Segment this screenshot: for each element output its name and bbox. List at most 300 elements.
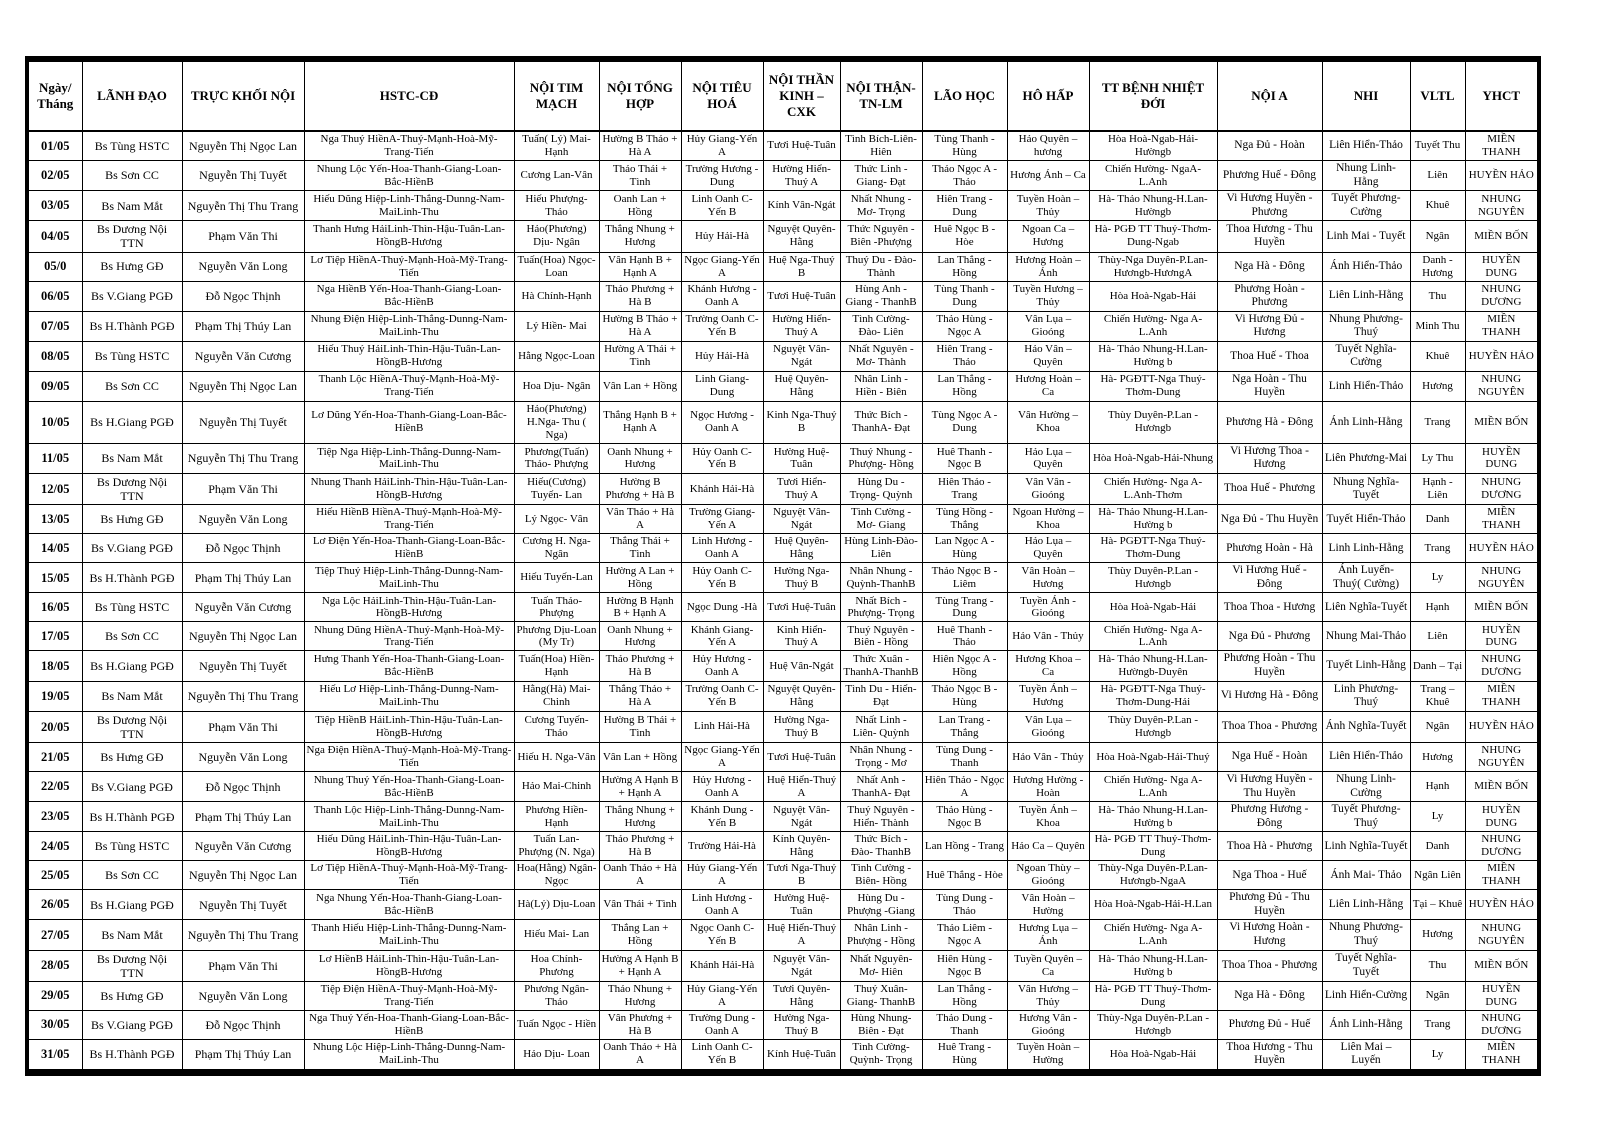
table-cell: Hảo Mai-Chinh bbox=[514, 772, 599, 802]
date-cell: 28/05 bbox=[27, 950, 82, 981]
date-cell: 11/05 bbox=[27, 443, 82, 473]
table-cell: Thùy Duyên-P.Lan - Hươngb bbox=[1089, 563, 1217, 593]
table-cell: Thảo Ngọc B - Liêm bbox=[922, 563, 1007, 593]
table-cell: Hường B Thái + Tình bbox=[599, 711, 681, 742]
table-cell: Nhung Linh-Hằng bbox=[1322, 160, 1410, 190]
table-cell: MIỀN BỐN bbox=[1465, 950, 1539, 981]
table-cell: Cương Lan-Vân bbox=[514, 160, 599, 190]
table-cell: Hủy Oanh C-Yến B bbox=[681, 443, 763, 473]
table-cell: Tuyền Ánh – Hương bbox=[1007, 681, 1089, 711]
table-cell: Ánh Nghĩa-Tuyết bbox=[1322, 711, 1410, 742]
table-cell: Hiếu HiềnB HiềnA-Thuý-Mạnh-Hoà-Mỹ-Trang-Tiến bbox=[304, 505, 514, 534]
table-cell: Nguyễn Thị Tuyết bbox=[182, 402, 304, 444]
date-cell: 06/05 bbox=[27, 281, 82, 311]
table-cell: Huê Thanh - Ngọc B bbox=[922, 443, 1007, 473]
table-cell: Linh Nghĩa-Tuyết bbox=[1322, 832, 1410, 861]
table-cell: Danh bbox=[1410, 505, 1465, 534]
table-cell: Tại – Khuê bbox=[1410, 890, 1465, 920]
table-cell: Khánh Hải-Hà bbox=[681, 950, 763, 981]
table-cell: Nga HiềnB Yến-Hoa-Thanh-Giang-Loan-Bắc-HiềnB bbox=[304, 281, 514, 311]
table-cell: Thoa Hà - Phương bbox=[1217, 832, 1322, 861]
column-header: HÔ HẤP bbox=[1007, 59, 1089, 131]
table-cell: Tuyền Ánh - Gioóng bbox=[1007, 593, 1089, 622]
column-header: TRỰC KHỐI NỘI bbox=[182, 59, 304, 131]
table-cell: Tươi Huệ-Tuân bbox=[763, 131, 840, 160]
table-cell: Hùng Nhung-Biên - Đạt bbox=[840, 1010, 922, 1039]
table-cell: Hương Vân - Gioóng bbox=[1007, 1010, 1089, 1039]
table-cell: Hòa Hoà-Ngab-Hải-Nhung bbox=[1089, 443, 1217, 473]
table-cell: Hảo Dịu- Loan bbox=[514, 1039, 599, 1072]
table-cell: Huê Thắng - Hòe bbox=[922, 861, 1007, 890]
table-cell: Oanh Nhung + Hương bbox=[599, 443, 681, 473]
table-cell: Liên Mai – Luyến bbox=[1322, 1039, 1410, 1072]
table-cell: Ngân bbox=[1410, 711, 1465, 742]
table-cell: NHUNG NGUYÊN bbox=[1465, 563, 1539, 593]
table-cell: Hiên Trang - Dung bbox=[922, 191, 1007, 221]
table-cell: Bs V.Giang PGĐ bbox=[82, 281, 182, 311]
column-header: NHI bbox=[1322, 59, 1410, 131]
table-cell: Thanh Lộc HiềnA-Thuý-Mạnh-Hoà-Mỹ-Trang-Tiến bbox=[304, 371, 514, 401]
table-cell: Tình Cường - Mơ- Giang bbox=[840, 505, 922, 534]
table-cell: Hòa Hoà-Ngab-Hải bbox=[1089, 281, 1217, 311]
table-cell: Ngọc Giang-Yến A bbox=[681, 743, 763, 772]
table-cell: Bs Hưng GĐ bbox=[82, 981, 182, 1010]
table-cell: Bs H.Thành PGĐ bbox=[82, 311, 182, 341]
table-cell: Ánh Linh-Hằng bbox=[1322, 1010, 1410, 1039]
table-cell: Lơ Điện Yến-Hoa-Thanh-Giang-Loan-Bắc-HiềnB bbox=[304, 534, 514, 563]
table-cell: Tuyết Linh-Hằng bbox=[1322, 651, 1410, 681]
table-cell: Nhung Điện Hiệp-Linh-Thắng-Dunng-Nam-MaiLinh-Thu bbox=[304, 311, 514, 341]
table-cell: MIỀN BỐN bbox=[1465, 593, 1539, 622]
column-header: VLTL bbox=[1410, 59, 1465, 131]
table-cell: Hà- PGĐTT-Nga Thuý-Thơm-Dung-Hải bbox=[1089, 681, 1217, 711]
table-cell: Khánh Hải-Hà bbox=[681, 474, 763, 505]
table-cell: Nga Đủ - Hoàn bbox=[1217, 131, 1322, 160]
table-cell: Linh Linh-Hằng bbox=[1322, 534, 1410, 563]
table-row bbox=[27, 341, 1539, 371]
table-cell: Hảo Lụa – Quyên bbox=[1007, 534, 1089, 563]
date-cell: 31/05 bbox=[27, 1039, 82, 1072]
table-cell: Lan Hồng - Trang bbox=[922, 832, 1007, 861]
table-cell: Phạm Văn Thi bbox=[182, 950, 304, 981]
table-cell: Vi Hương Huế - Đông bbox=[1217, 563, 1322, 593]
table-cell: Hà- PGĐ TT Thuý-Thơm-Dung bbox=[1089, 981, 1217, 1010]
table-cell: Khuê bbox=[1410, 191, 1465, 221]
table-cell: Ly bbox=[1410, 802, 1465, 832]
table-cell: Nhất Nhung - Mơ- Trọng bbox=[840, 191, 922, 221]
table-cell: Hảo Quyên – hương bbox=[1007, 131, 1089, 160]
table-cell: Hường B Thảo + Hà A bbox=[599, 131, 681, 160]
date-cell: 09/05 bbox=[27, 371, 82, 401]
table-cell: Thùy-Nga Duyên-P.Lan - Hươngb bbox=[1089, 1010, 1217, 1039]
table-cell: Nhân Nhung - Quỳnh-ThanhB bbox=[840, 563, 922, 593]
table-cell: Vân Hương – Thủy bbox=[1007, 981, 1089, 1010]
table-cell: Vi Hương Hà - Đông bbox=[1217, 681, 1322, 711]
table-cell: Tùng Trang - Dung bbox=[922, 593, 1007, 622]
table-cell: Danh – Tại bbox=[1410, 651, 1465, 681]
table-cell: Tuyết Phương-Cường bbox=[1322, 191, 1410, 221]
table-cell: Ngoan Hường – Khoa bbox=[1007, 505, 1089, 534]
table-cell: NHUNG DƯƠNG bbox=[1465, 474, 1539, 505]
table-cell: Vân Hoàn – Hương bbox=[1007, 563, 1089, 593]
table-cell: Hà- Thảo Nhung-H.Lan-Hường b bbox=[1089, 802, 1217, 832]
table-cell: MIỀN THANH bbox=[1465, 681, 1539, 711]
date-cell: 18/05 bbox=[27, 651, 82, 681]
table-cell: Trường Hải-Hà bbox=[681, 832, 763, 861]
table-cell: Huệ Hiển-Thuý A bbox=[763, 920, 840, 950]
table-cell: Huê Ngọc B - Hòe bbox=[922, 221, 1007, 252]
table-cell: Nguyễn Thị Ngọc Lan bbox=[182, 371, 304, 401]
table-cell: Hường A Thái + Tình bbox=[599, 341, 681, 371]
date-cell: 20/05 bbox=[27, 711, 82, 742]
table-cell: HUYỀN HẢO bbox=[1465, 711, 1539, 742]
table-cell: Hùng Du - Trọng- Quỳnh bbox=[840, 474, 922, 505]
table-cell: Hủy Hương - Oanh A bbox=[681, 772, 763, 802]
table-cell: Bs H.Thành PGĐ bbox=[82, 1039, 182, 1072]
table-cell: Hương bbox=[1410, 371, 1465, 401]
table-cell: Tùng Hồng - Thắng bbox=[922, 505, 1007, 534]
table-cell: Tùng Dung - Thanh bbox=[922, 743, 1007, 772]
table-cell: Hà Chính-Hạnh bbox=[514, 281, 599, 311]
table-cell: Nhất Linh - Liên- Quỳnh bbox=[840, 711, 922, 742]
table-cell: Phương Ngân-Thảo bbox=[514, 981, 599, 1010]
table-cell: Phạm Thị Thúy Lan bbox=[182, 802, 304, 832]
table-cell: Nhung Dũng HiềnA-Thuý-Mạnh-Hoà-Mỹ-Trang-Tiến bbox=[304, 622, 514, 651]
table-cell: Hùng Anh - Giang - ThanhB bbox=[840, 281, 922, 311]
table-cell: Thắng Lan + Hồng bbox=[599, 920, 681, 950]
table-cell: Bs V.Giang PGĐ bbox=[82, 1010, 182, 1039]
table-cell: Tình Cường-Quỳnh- Trọng bbox=[840, 1039, 922, 1072]
table-row bbox=[27, 651, 1539, 681]
table-cell: Hòa Hoà-Ngab-Hải-Hườngb bbox=[1089, 131, 1217, 160]
table-cell: Tiệp Nga Hiệp-Linh-Thắng-Dunng-Nam-MaiLinh-Thu bbox=[304, 443, 514, 473]
table-cell: Vi Hương Thoa - Hương bbox=[1217, 443, 1322, 473]
table-cell: Hương Hoàn – Ca bbox=[1007, 371, 1089, 401]
table-cell: Minh Thu bbox=[1410, 311, 1465, 341]
table-cell: Nguyễn Thị Thu Trang bbox=[182, 443, 304, 473]
table-cell: Kinh Nga-Thuý B bbox=[763, 402, 840, 444]
table-cell: Nguyễn Thị Ngọc Lan bbox=[182, 861, 304, 890]
table-cell: Hương Hường - Hoàn bbox=[1007, 772, 1089, 802]
table-cell: Vân Vân - Gioóng bbox=[1007, 474, 1089, 505]
table-row bbox=[27, 622, 1539, 651]
table-cell: Bs H.Giang PGĐ bbox=[82, 890, 182, 920]
table-cell: Liên bbox=[1410, 160, 1465, 190]
table-cell: Tuấn(Hoa) Ngọc- Loan bbox=[514, 252, 599, 281]
table-cell: Tuyền Quyên – Ca bbox=[1007, 950, 1089, 981]
table-cell: Huê Thanh - Thảo bbox=[922, 622, 1007, 651]
date-cell: 03/05 bbox=[27, 191, 82, 221]
table-cell: Phương Hoàn - Phương bbox=[1217, 281, 1322, 311]
table-cell: NHUNG DƯƠNG bbox=[1465, 281, 1539, 311]
table-cell: Hạnh bbox=[1410, 772, 1465, 802]
table-cell: Ngọc Hương - Oanh A bbox=[681, 402, 763, 444]
table-cell: Kinh Hiển-Thuý A bbox=[763, 622, 840, 651]
table-cell: Thảo Ngọc B - Hùng bbox=[922, 681, 1007, 711]
table-cell: Hòa Hoà-Ngab-Hải bbox=[1089, 593, 1217, 622]
table-cell: Bs Tùng HSTC bbox=[82, 832, 182, 861]
table-cell: Ánh Hiển-Thảo bbox=[1322, 252, 1410, 281]
table-cell: Bs Hưng GĐ bbox=[82, 252, 182, 281]
table-cell: Nguyễn Văn Long bbox=[182, 252, 304, 281]
table-cell: Ngọc Dung -Hà bbox=[681, 593, 763, 622]
date-cell: 16/05 bbox=[27, 593, 82, 622]
table-cell: Lan Thắng - Hồng bbox=[922, 981, 1007, 1010]
table-cell: Nhất Bích - Phượng- Trọng bbox=[840, 593, 922, 622]
table-cell: Trường Hương - Dung bbox=[681, 160, 763, 190]
table-cell: Tươi Huệ-Tuân bbox=[763, 281, 840, 311]
table-cell: Hà- Thảo Nhung-H.Lan-Hường b bbox=[1089, 341, 1217, 371]
table-cell: MIỀN THANH bbox=[1465, 131, 1539, 160]
table-row bbox=[27, 772, 1539, 802]
table-cell: Huệ Quyên-Hằng bbox=[763, 371, 840, 401]
column-header: HSTC-CĐ bbox=[304, 59, 514, 131]
table-cell: Trường Oanh C-Yến B bbox=[681, 311, 763, 341]
table-cell: Bs Tùng HSTC bbox=[82, 131, 182, 160]
table-cell: Thuý Xuân- Giang- ThanhB bbox=[840, 981, 922, 1010]
table-cell: Tùng Thanh - Dung bbox=[922, 281, 1007, 311]
table-cell: Lơ Tiệp HiềnA-Thuý-Mạnh-Hoà-Mỹ-Trang-Tiến bbox=[304, 861, 514, 890]
table-cell: Vân Hường – Khoa bbox=[1007, 402, 1089, 444]
table-cell: Hủy Hải-Hà bbox=[681, 341, 763, 371]
table-cell: Tình Du - Hiển- Đạt bbox=[840, 681, 922, 711]
date-cell: 29/05 bbox=[27, 981, 82, 1010]
table-cell: Nguyễn Văn Cương bbox=[182, 593, 304, 622]
date-cell: 02/05 bbox=[27, 160, 82, 190]
table-cell: Bs V.Giang PGĐ bbox=[82, 772, 182, 802]
table-cell: HUYỀN DUNG bbox=[1465, 622, 1539, 651]
table-cell: Hường A Hạnh B + Hạnh A bbox=[599, 950, 681, 981]
table-cell: Tình Cường-Đào- Liên bbox=[840, 311, 922, 341]
table-cell: Thức Xuân - ThanhA-ThanhB bbox=[840, 651, 922, 681]
table-cell: Tuấn(Hoa) Hiền- Hạnh bbox=[514, 651, 599, 681]
table-cell: Nguyệt Quyên- Hằng bbox=[763, 221, 840, 252]
table-cell: Thoa Thoa - Phương bbox=[1217, 711, 1322, 742]
table-cell: Tùng Ngọc A - Dung bbox=[922, 402, 1007, 444]
table-cell: NHUNG NGUYÊN bbox=[1465, 371, 1539, 401]
table-cell: Hường Nga-Thuý B bbox=[763, 711, 840, 742]
table-cell: Lan Thắng - Hồng bbox=[922, 371, 1007, 401]
table-row bbox=[27, 371, 1539, 401]
table-cell: HUYỀN DUNG bbox=[1465, 802, 1539, 832]
table-cell: MIỀN BỐN bbox=[1465, 772, 1539, 802]
table-cell: Đỗ Ngọc Thịnh bbox=[182, 1010, 304, 1039]
table-cell: Ngân bbox=[1410, 221, 1465, 252]
table-cell: Linh Hương - Oanh A bbox=[681, 890, 763, 920]
table-cell: Thu bbox=[1410, 950, 1465, 981]
table-cell: Thoa Hương - Thu Huyền bbox=[1217, 221, 1322, 252]
date-cell: 12/05 bbox=[27, 474, 82, 505]
table-cell: Ngoan Ca – Hương bbox=[1007, 221, 1089, 252]
table-cell: Huệ Nga-Thuý B bbox=[763, 252, 840, 281]
table-cell: Linh Hiển-Cường bbox=[1322, 981, 1410, 1010]
table-cell: Hường Huệ-Tuân bbox=[763, 443, 840, 473]
table-cell: Linh Hải-Hà bbox=[681, 711, 763, 742]
table-cell: Nhung Lộc Hiệp-Linh-Thắng-Dunng-Nam-MaiLinh-Thu bbox=[304, 1039, 514, 1072]
table-cell: Hiên Thảo - Trang bbox=[922, 474, 1007, 505]
table-cell: Thùy-Nga Duyên-P.Lan-Hươngb-NgaA bbox=[1089, 861, 1217, 890]
table-cell: Liên Phương-Mai bbox=[1322, 443, 1410, 473]
table-row bbox=[27, 534, 1539, 563]
table-cell: HUYỀN HẢO bbox=[1465, 341, 1539, 371]
table-cell: Hà- PGĐTT-Nga Thuý-Thơm-Dung bbox=[1089, 534, 1217, 563]
table-cell: Phạm Văn Thi bbox=[182, 474, 304, 505]
table-cell: Tuyền Hương – Thủy bbox=[1007, 281, 1089, 311]
column-header: NỘI THẬN-TN-LM bbox=[840, 59, 922, 131]
table-row bbox=[27, 743, 1539, 772]
table-cell: Nguyễn Thị Thu Trang bbox=[182, 681, 304, 711]
table-cell: Thanh Hưng HảiLinh-Thìn-Hậu-Tuân-Lan-HồngB-Hương bbox=[304, 221, 514, 252]
table-cell: Hiếu Mai- Lan bbox=[514, 920, 599, 950]
table-cell: Phạm Văn Thi bbox=[182, 221, 304, 252]
table-cell: MIỀN BỐN bbox=[1465, 221, 1539, 252]
date-cell: 21/05 bbox=[27, 743, 82, 772]
table-cell: Vân Thái + Tình bbox=[599, 890, 681, 920]
column-header: LÃNH ĐẠO bbox=[82, 59, 182, 131]
table-cell: Khánh Hương - Oanh A bbox=[681, 281, 763, 311]
table-cell: Hảo(Phương) Dịu- Ngân bbox=[514, 221, 599, 252]
column-header: Ngày/ Tháng bbox=[27, 59, 82, 131]
table-cell: Trang bbox=[1410, 534, 1465, 563]
table-cell: Kính Huệ-Tuân bbox=[763, 1039, 840, 1072]
table-cell: Lan Ngọc A - Hùng bbox=[922, 534, 1007, 563]
table-cell: Ngọc Oanh C-Yến B bbox=[681, 920, 763, 950]
table-cell: Nguyệt Vân-Ngát bbox=[763, 802, 840, 832]
table-cell: HUYỀN HẢO bbox=[1465, 160, 1539, 190]
date-cell: 27/05 bbox=[27, 920, 82, 950]
column-header: NỘI TỔNG HỢP bbox=[599, 59, 681, 131]
table-cell: Nga Đủ - Phương bbox=[1217, 622, 1322, 651]
table-row bbox=[27, 832, 1539, 861]
table-cell: Phạm Thị Thúy Lan bbox=[182, 563, 304, 593]
table-cell: Lơ HiềnB HảiLinh-Thìn-Hậu-Tuân-Lan-HồngB-Hương bbox=[304, 950, 514, 981]
table-cell: Hiếu H. Nga-Vân bbox=[514, 743, 599, 772]
table-cell: Nguyễn Văn Cương bbox=[182, 341, 304, 371]
table-cell: Thắng Thảo + Hà A bbox=[599, 681, 681, 711]
table-cell: Nga Thuý Yến-Hoa-Thanh-Giang-Loan-Bắc-HiềnB bbox=[304, 1010, 514, 1039]
table-row bbox=[27, 131, 1539, 160]
table-cell: Thuý Du - Đào-Thành bbox=[840, 252, 922, 281]
table-cell: Hiên Trang - Thảo bbox=[922, 341, 1007, 371]
date-cell: 01/05 bbox=[27, 131, 82, 160]
table-cell: Hủy Hương - Oanh A bbox=[681, 651, 763, 681]
table-cell: Linh Phương-Thuý bbox=[1322, 681, 1410, 711]
table-cell: Nguyễn Văn Cương bbox=[182, 832, 304, 861]
table-cell: Ngân Liên bbox=[1410, 861, 1465, 890]
table-cell: Nga Thoa - Huế bbox=[1217, 861, 1322, 890]
table-cell: Thùy Duyên-P.Lan - Hươngb bbox=[1089, 402, 1217, 444]
date-cell: 23/05 bbox=[27, 802, 82, 832]
table-row bbox=[27, 681, 1539, 711]
table-cell: Nhân Linh - Phượng - Hồng bbox=[840, 920, 922, 950]
table-cell: Bs Dương Nội TTN bbox=[82, 221, 182, 252]
table-cell: Phương Hoàn - Hà bbox=[1217, 534, 1322, 563]
table-cell: Tiệp Thuý Hiệp-Linh-Thắng-Dunng-Nam-MaiLinh-Thu bbox=[304, 563, 514, 593]
table-cell: Nga Lộc HảiLinh-Thìn-Hậu-Tuân-Lan-HồngB-Hương bbox=[304, 593, 514, 622]
table-cell: Oanh Nhung + Hương bbox=[599, 622, 681, 651]
table-cell: Thùy-Nga Duyên-P.Lan-Hươngb-HươngA bbox=[1089, 252, 1217, 281]
table-cell: Thắng Nhung + Hương bbox=[599, 221, 681, 252]
table-cell: Trang bbox=[1410, 402, 1465, 444]
date-cell: 07/05 bbox=[27, 311, 82, 341]
table-cell: Tươi Nga-Thuý B bbox=[763, 861, 840, 890]
table-row bbox=[27, 1010, 1539, 1039]
table-row bbox=[27, 311, 1539, 341]
table-cell: Linh Oanh C-Yến B bbox=[681, 1039, 763, 1072]
table-cell: Liên Nghĩa-Tuyết bbox=[1322, 593, 1410, 622]
table-cell: Nguyễn Văn Long bbox=[182, 981, 304, 1010]
table-cell: Vân Lan + Hồng bbox=[599, 743, 681, 772]
table-cell: MIỀN BỐN bbox=[1465, 402, 1539, 444]
table-cell: Nga Hoàn - Thu Huyền bbox=[1217, 371, 1322, 401]
table-cell: Nga Hà - Đông bbox=[1217, 981, 1322, 1010]
table-cell: Hường A Lan + Hồng bbox=[599, 563, 681, 593]
table-cell: Hường A Hạnh B + Hạnh A bbox=[599, 772, 681, 802]
table-cell: Hường Nga-Thuý B bbox=[763, 1010, 840, 1039]
table-cell: Nhung Lộc Yến-Hoa-Thanh-Giang-Loan-Bắc-HiềnB bbox=[304, 160, 514, 190]
table-cell: Khuê bbox=[1410, 341, 1465, 371]
column-header: NỘI TIM MẠCH bbox=[514, 59, 599, 131]
table-cell: Ngân bbox=[1410, 981, 1465, 1010]
table-cell: Tuyết Hiển-Thảo bbox=[1322, 505, 1410, 534]
table-cell: Thảo Ngọc A - Thảo bbox=[922, 160, 1007, 190]
table-cell: MIỀN THANH bbox=[1465, 505, 1539, 534]
table-cell: MIỀN THANH bbox=[1465, 861, 1539, 890]
table-cell: Huệ Hiển-Thuý A bbox=[763, 772, 840, 802]
table-cell: Thảo Hùng - Ngọc A bbox=[922, 311, 1007, 341]
table-row bbox=[27, 160, 1539, 190]
table-cell: Phương Đủ - Huế bbox=[1217, 1010, 1322, 1039]
table-cell: Nguyệt Quyên- Hằng bbox=[763, 681, 840, 711]
table-cell: Thanh Hiếu Hiệp-Linh-Thắng-Dunng-Nam-MaiLinh-Thu bbox=[304, 920, 514, 950]
table-cell: Trang – Khuê bbox=[1410, 681, 1465, 711]
table-cell: Tùng Thanh - Hùng bbox=[922, 131, 1007, 160]
table-row bbox=[27, 1039, 1539, 1072]
table-cell: Huệ Vân-Ngát bbox=[763, 651, 840, 681]
table-row bbox=[27, 711, 1539, 742]
table-cell: Bs Nam Mắt bbox=[82, 920, 182, 950]
table-cell: Trường Dung - Oanh A bbox=[681, 1010, 763, 1039]
table-cell: Liên Hiển-Thảo bbox=[1322, 743, 1410, 772]
table-cell: Nga Hà - Đông bbox=[1217, 252, 1322, 281]
table-cell: Vi Hương Hoàn - Hương bbox=[1217, 920, 1322, 950]
table-cell: Liên Linh-Hằng bbox=[1322, 890, 1410, 920]
table-cell: Hiên Hùng - Ngọc B bbox=[922, 950, 1007, 981]
table-cell: Ánh Mai- Thảo bbox=[1322, 861, 1410, 890]
table-cell: Nguyễn Thị Ngọc Lan bbox=[182, 622, 304, 651]
table-cell: Chiến Hường- Nga A-L.Anh bbox=[1089, 311, 1217, 341]
table-cell: Liên Linh-Hằng bbox=[1322, 281, 1410, 311]
table-cell: Ly bbox=[1410, 1039, 1465, 1072]
date-cell: 08/05 bbox=[27, 341, 82, 371]
table-cell: Nhân Linh - Hiền - Biên bbox=[840, 371, 922, 401]
table-cell: Thuý Nhung - Phượng- Hồng bbox=[840, 443, 922, 473]
table-cell: Oanh Lan + Hồng bbox=[599, 191, 681, 221]
table-cell: Tươi Huệ-Tuân bbox=[763, 593, 840, 622]
table-cell: Lý Hiền- Mai bbox=[514, 311, 599, 341]
table-cell: MIỀN THANH bbox=[1465, 311, 1539, 341]
table-cell: Hà- Thảo Nhung-H.Lan-Hườngb bbox=[1089, 191, 1217, 221]
table-cell: Vi Hương Đủ - Hương bbox=[1217, 311, 1322, 341]
table-cell: HUYỀN DUNG bbox=[1465, 252, 1539, 281]
table-cell: Nga Đủ - Thu Huyền bbox=[1217, 505, 1322, 534]
table-cell: Nga Điện HiềnA-Thuý-Mạnh-Hoà-Mỹ-Trang-Tiến bbox=[304, 743, 514, 772]
table-cell: Hương Ánh – Ca bbox=[1007, 160, 1089, 190]
table-cell: Phương Hương - Đông bbox=[1217, 802, 1322, 832]
table-cell: Linh Hương - Oanh A bbox=[681, 534, 763, 563]
table-cell: Hoa Chính-Phương bbox=[514, 950, 599, 981]
table-cell: Hà(Lý) Dịu-Loan bbox=[514, 890, 599, 920]
